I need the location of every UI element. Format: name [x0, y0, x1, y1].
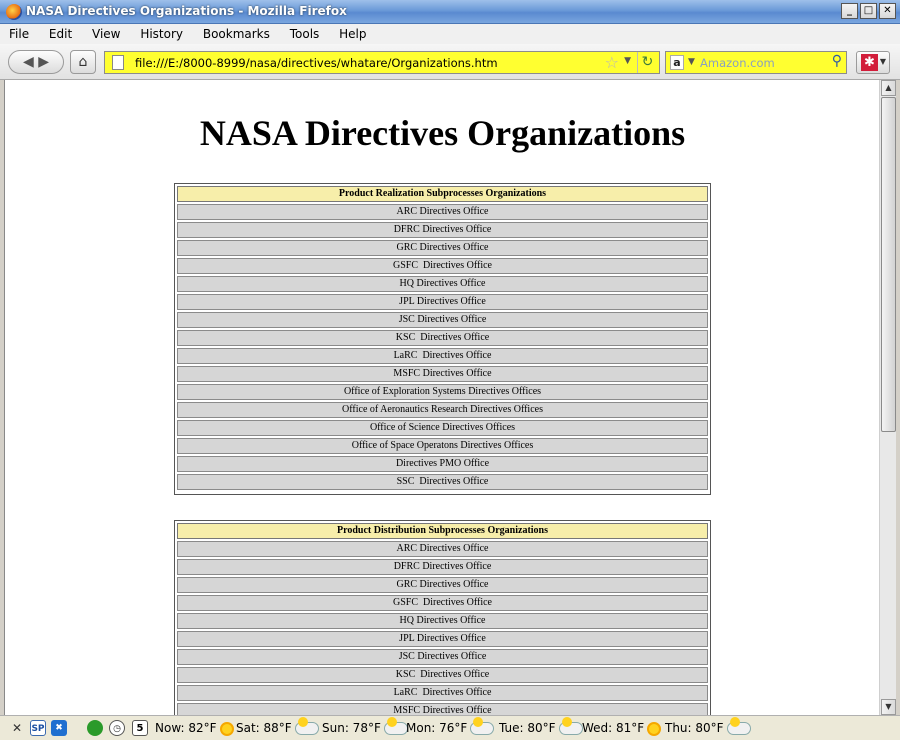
thunderstorm-icon [384, 722, 408, 735]
product-distribution-table [174, 520, 711, 715]
office-link[interactable]: JSC Directives Office [177, 649, 708, 665]
office-link[interactable]: ARC Directives Office [177, 541, 708, 557]
scroll-thumb[interactable] [881, 97, 896, 432]
office-link[interactable]: SSC Directives Office [177, 474, 708, 490]
menu-help[interactable]: Help [339, 27, 367, 41]
page-title: NASA Directives Organizations [199, 113, 686, 153]
office-link[interactable]: MSFC Directives Office [177, 366, 708, 382]
table-header: Product Distribution Subprocesses Organizations [177, 523, 708, 539]
addon-icon: ✱ [861, 54, 878, 71]
product-realization-table [174, 183, 711, 495]
office-link[interactable]: Office of Science Directives Offices [177, 420, 708, 436]
menu-bookmarks[interactable]: Bookmarks [202, 27, 270, 41]
search-placeholder[interactable]: Amazon.com [700, 56, 775, 70]
weather-label: Wed: 81°F [582, 721, 645, 735]
sun-icon [220, 722, 234, 736]
url-text[interactable]: file:///E:/8000-8999/nasa/directives/whatare/Organizations.htm [135, 56, 498, 70]
office-link[interactable]: GRC Directives Office [177, 240, 708, 256]
office-link[interactable]: Office of Exploration Systems Directives Offices [177, 384, 708, 400]
scroll-down-icon[interactable]: ▼ [881, 699, 896, 715]
back-forward-button[interactable] [8, 50, 64, 74]
weather-label: Sun: 78°F [322, 721, 381, 735]
weather-wed[interactable] [582, 720, 661, 737]
weather-tue[interactable] [499, 720, 583, 737]
page-icon [112, 55, 124, 70]
page-viewport [4, 80, 879, 715]
office-link[interactable]: LaRC Directives Office [177, 348, 708, 364]
office-link[interactable]: Office of Space Operatons Directives Offices [177, 438, 708, 454]
window-title: NASA Directives Organizations - Mozilla Firefox [26, 4, 347, 18]
office-link[interactable]: GRC Directives Office [177, 577, 708, 593]
partly-cloudy-icon [295, 722, 319, 735]
office-link[interactable]: DFRC Directives Office [177, 222, 708, 238]
close-addon-bar-icon[interactable]: ✕ [11, 721, 23, 735]
office-link[interactable]: JSC Directives Office [177, 312, 708, 328]
maximize-button[interactable]: □ [860, 3, 877, 19]
amazon-icon[interactable]: a [670, 55, 684, 70]
reload-icon[interactable]: ↻ [637, 52, 657, 73]
menu-history[interactable]: History [140, 27, 184, 41]
expand-icon[interactable]: ✖ [51, 720, 67, 736]
menu-bar [0, 24, 900, 44]
office-link[interactable]: MSFC Directives Office [177, 703, 708, 715]
addon-dropdown-icon: ▼ [879, 57, 886, 66]
office-link[interactable]: ARC Directives Office [177, 204, 708, 220]
back-arrow-icon[interactable]: ◀ [22, 54, 34, 70]
navigation-toolbar [0, 44, 900, 80]
search-icon[interactable]: ⚲ [831, 53, 842, 69]
office-link[interactable]: Directives PMO Office [177, 456, 708, 472]
weather-label: Now: 82°F [155, 721, 217, 735]
url-dropdown-icon[interactable]: ▼ [624, 56, 631, 66]
minimize-button[interactable]: _ [841, 3, 858, 19]
weather-label: Sat: 88°F [236, 721, 292, 735]
partly-cloudy-icon [727, 722, 751, 735]
window-controls [841, 3, 896, 19]
vertical-scrollbar[interactable] [879, 80, 896, 715]
weather-label: Mon: 76°F [406, 721, 468, 735]
cloudy-icon [470, 722, 494, 735]
weather-label: Thu: 80°F [665, 721, 724, 735]
forward-arrow-icon[interactable]: ▶ [38, 54, 49, 70]
home-icon: ⌂ [78, 54, 88, 70]
scroll-up-icon[interactable]: ▲ [881, 80, 896, 96]
search-bar[interactable] [665, 51, 847, 74]
calendar-icon[interactable]: 5 [132, 720, 148, 736]
weather-label: Tue: 80°F [499, 721, 556, 735]
clock-icon[interactable]: ◷ [109, 720, 125, 736]
bookmark-star-icon[interactable]: ☆ [604, 53, 619, 72]
close-button[interactable]: ✕ [879, 3, 896, 19]
office-link[interactable]: GSFC Directives Office [177, 258, 708, 274]
partly-cloudy-icon [559, 722, 583, 735]
office-link[interactable]: JPL Directives Office [177, 294, 708, 310]
sun-icon [647, 722, 661, 736]
menu-view[interactable]: View [92, 27, 121, 41]
weather-sat[interactable] [236, 720, 319, 737]
status-green-icon[interactable] [87, 720, 103, 736]
office-link[interactable]: JPL Directives Office [177, 631, 708, 647]
office-link[interactable]: KSC Directives Office [177, 330, 708, 346]
addon-button[interactable] [856, 51, 890, 74]
search-engine-dropdown-icon[interactable]: ▼ [688, 57, 695, 67]
sp-icon[interactable]: SP [30, 720, 46, 736]
menu-tools[interactable]: Tools [289, 27, 320, 41]
home-button[interactable] [70, 50, 96, 74]
menu-edit[interactable]: Edit [48, 27, 73, 41]
weather-mon[interactable] [406, 720, 494, 737]
office-link[interactable]: LaRC Directives Office [177, 685, 708, 701]
office-link[interactable]: HQ Directives Office [177, 613, 708, 629]
firefox-icon [6, 4, 22, 20]
weather-thu[interactable] [665, 720, 751, 737]
weather-sun[interactable] [322, 720, 408, 737]
office-link[interactable]: KSC Directives Office [177, 667, 708, 683]
office-link[interactable]: HQ Directives Office [177, 276, 708, 292]
table-header: Product Realization Subprocesses Organizations [177, 186, 708, 202]
office-link[interactable]: Office of Aeronautics Research Directives Offices [177, 402, 708, 418]
menu-file[interactable]: File [9, 27, 30, 41]
status-bar [0, 715, 900, 740]
office-link[interactable]: DFRC Directives Office [177, 559, 708, 575]
weather-now[interactable] [155, 720, 234, 737]
url-bar[interactable] [104, 51, 660, 74]
office-link[interactable]: GSFC Directives Office [177, 595, 708, 611]
window-titlebar [0, 0, 900, 24]
